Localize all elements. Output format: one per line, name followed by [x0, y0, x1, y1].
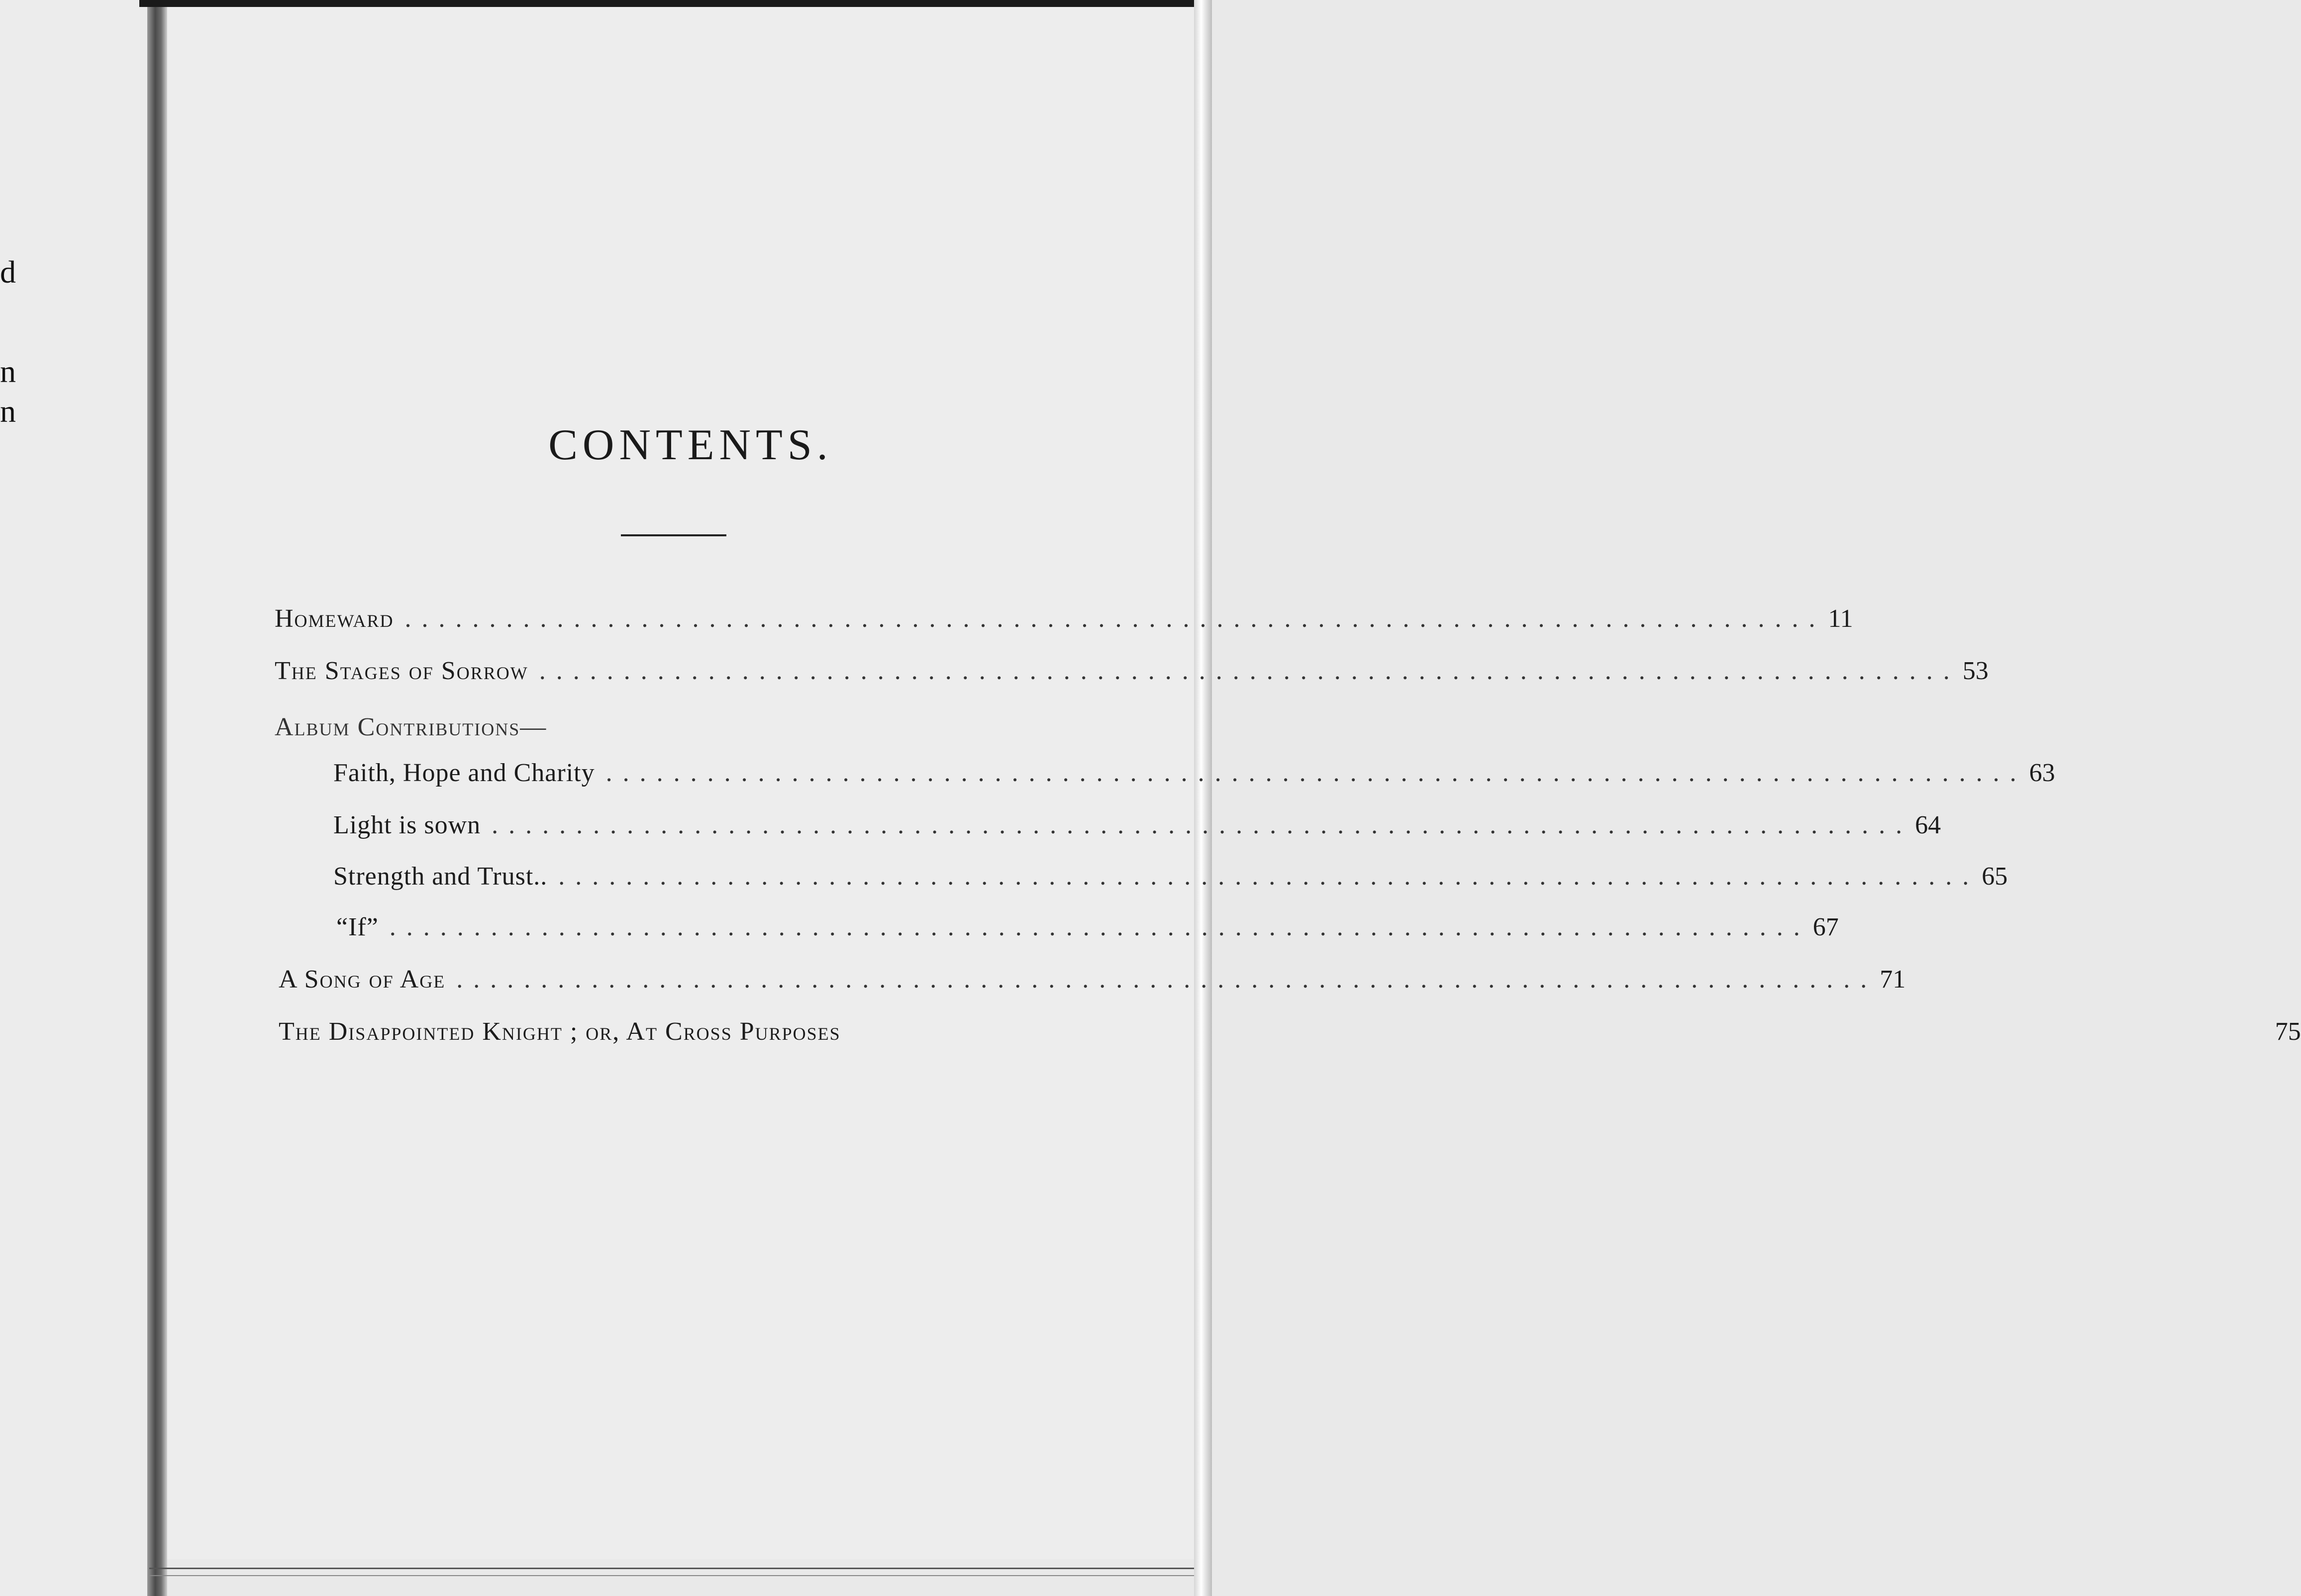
toc-page-number: 53: [1962, 657, 1989, 685]
toc-entry-label: Strength and Trust..: [333, 862, 548, 891]
book-gutter: [147, 0, 167, 1596]
toc-entry-light-is-sown[interactable]: [333, 810, 1941, 855]
toc-entry-label: Faith, Hope and Charity: [333, 759, 595, 787]
toc-entry-label: A Song of Age: [279, 965, 446, 994]
toc-entry-stages-of-sorrow[interactable]: [275, 656, 1989, 701]
dot-leader: [456, 965, 1869, 994]
toc-entry-label: The Stages of Sorrow: [275, 657, 528, 685]
toc-entry-song-of-age[interactable]: [279, 965, 1906, 1009]
dot-leader: [539, 656, 1952, 686]
dot-leader: [558, 862, 1971, 891]
page-top-edge: [139, 0, 1212, 7]
dot-leader: [492, 810, 1904, 840]
page-bottom-edge: [149, 1568, 1194, 1576]
contents-page: [167, 7, 2301, 1559]
title-rule: [621, 534, 726, 536]
toc-entry-homeward[interactable]: [275, 604, 1853, 649]
toc-entry-label: Light is sown: [333, 811, 481, 839]
page-title: CONTENTS.: [548, 421, 833, 469]
dot-leader: [606, 758, 2018, 788]
toc-entry-label: “If”: [336, 913, 379, 941]
dot-leader: [390, 912, 1802, 942]
left-facing-page: [0, 0, 149, 1596]
dot-leader: [405, 604, 1817, 633]
toc-entry-label: Homeward: [275, 604, 394, 633]
toc-page-number: 11: [1828, 604, 1853, 633]
toc-page-number: 67: [1812, 913, 1839, 941]
toc-page-number: 71: [1880, 965, 1906, 994]
toc-page-number: 75: [2275, 1017, 2301, 1046]
toc-page-number: 65: [1982, 862, 2008, 891]
toc-page-number: 63: [2029, 759, 2055, 787]
left-page-glyph: n: [0, 354, 16, 389]
toc-entry-faith-hope-charity[interactable]: [333, 758, 2055, 803]
left-page-glyph: d: [0, 254, 16, 290]
left-page-glyph: n: [0, 394, 16, 429]
toc-page-number: 64: [1915, 811, 1941, 839]
toc-entry-if[interactable]: [336, 912, 1839, 957]
toc-entry-label: The Disappointed Knight ; or, At Cross Purposes: [279, 1017, 841, 1046]
toc-entry-disappointed-knight[interactable]: [279, 1017, 2301, 1062]
toc-section-heading: Album Contributions—: [275, 713, 547, 741]
toc-entry-strength-and-trust[interactable]: [333, 862, 2008, 906]
